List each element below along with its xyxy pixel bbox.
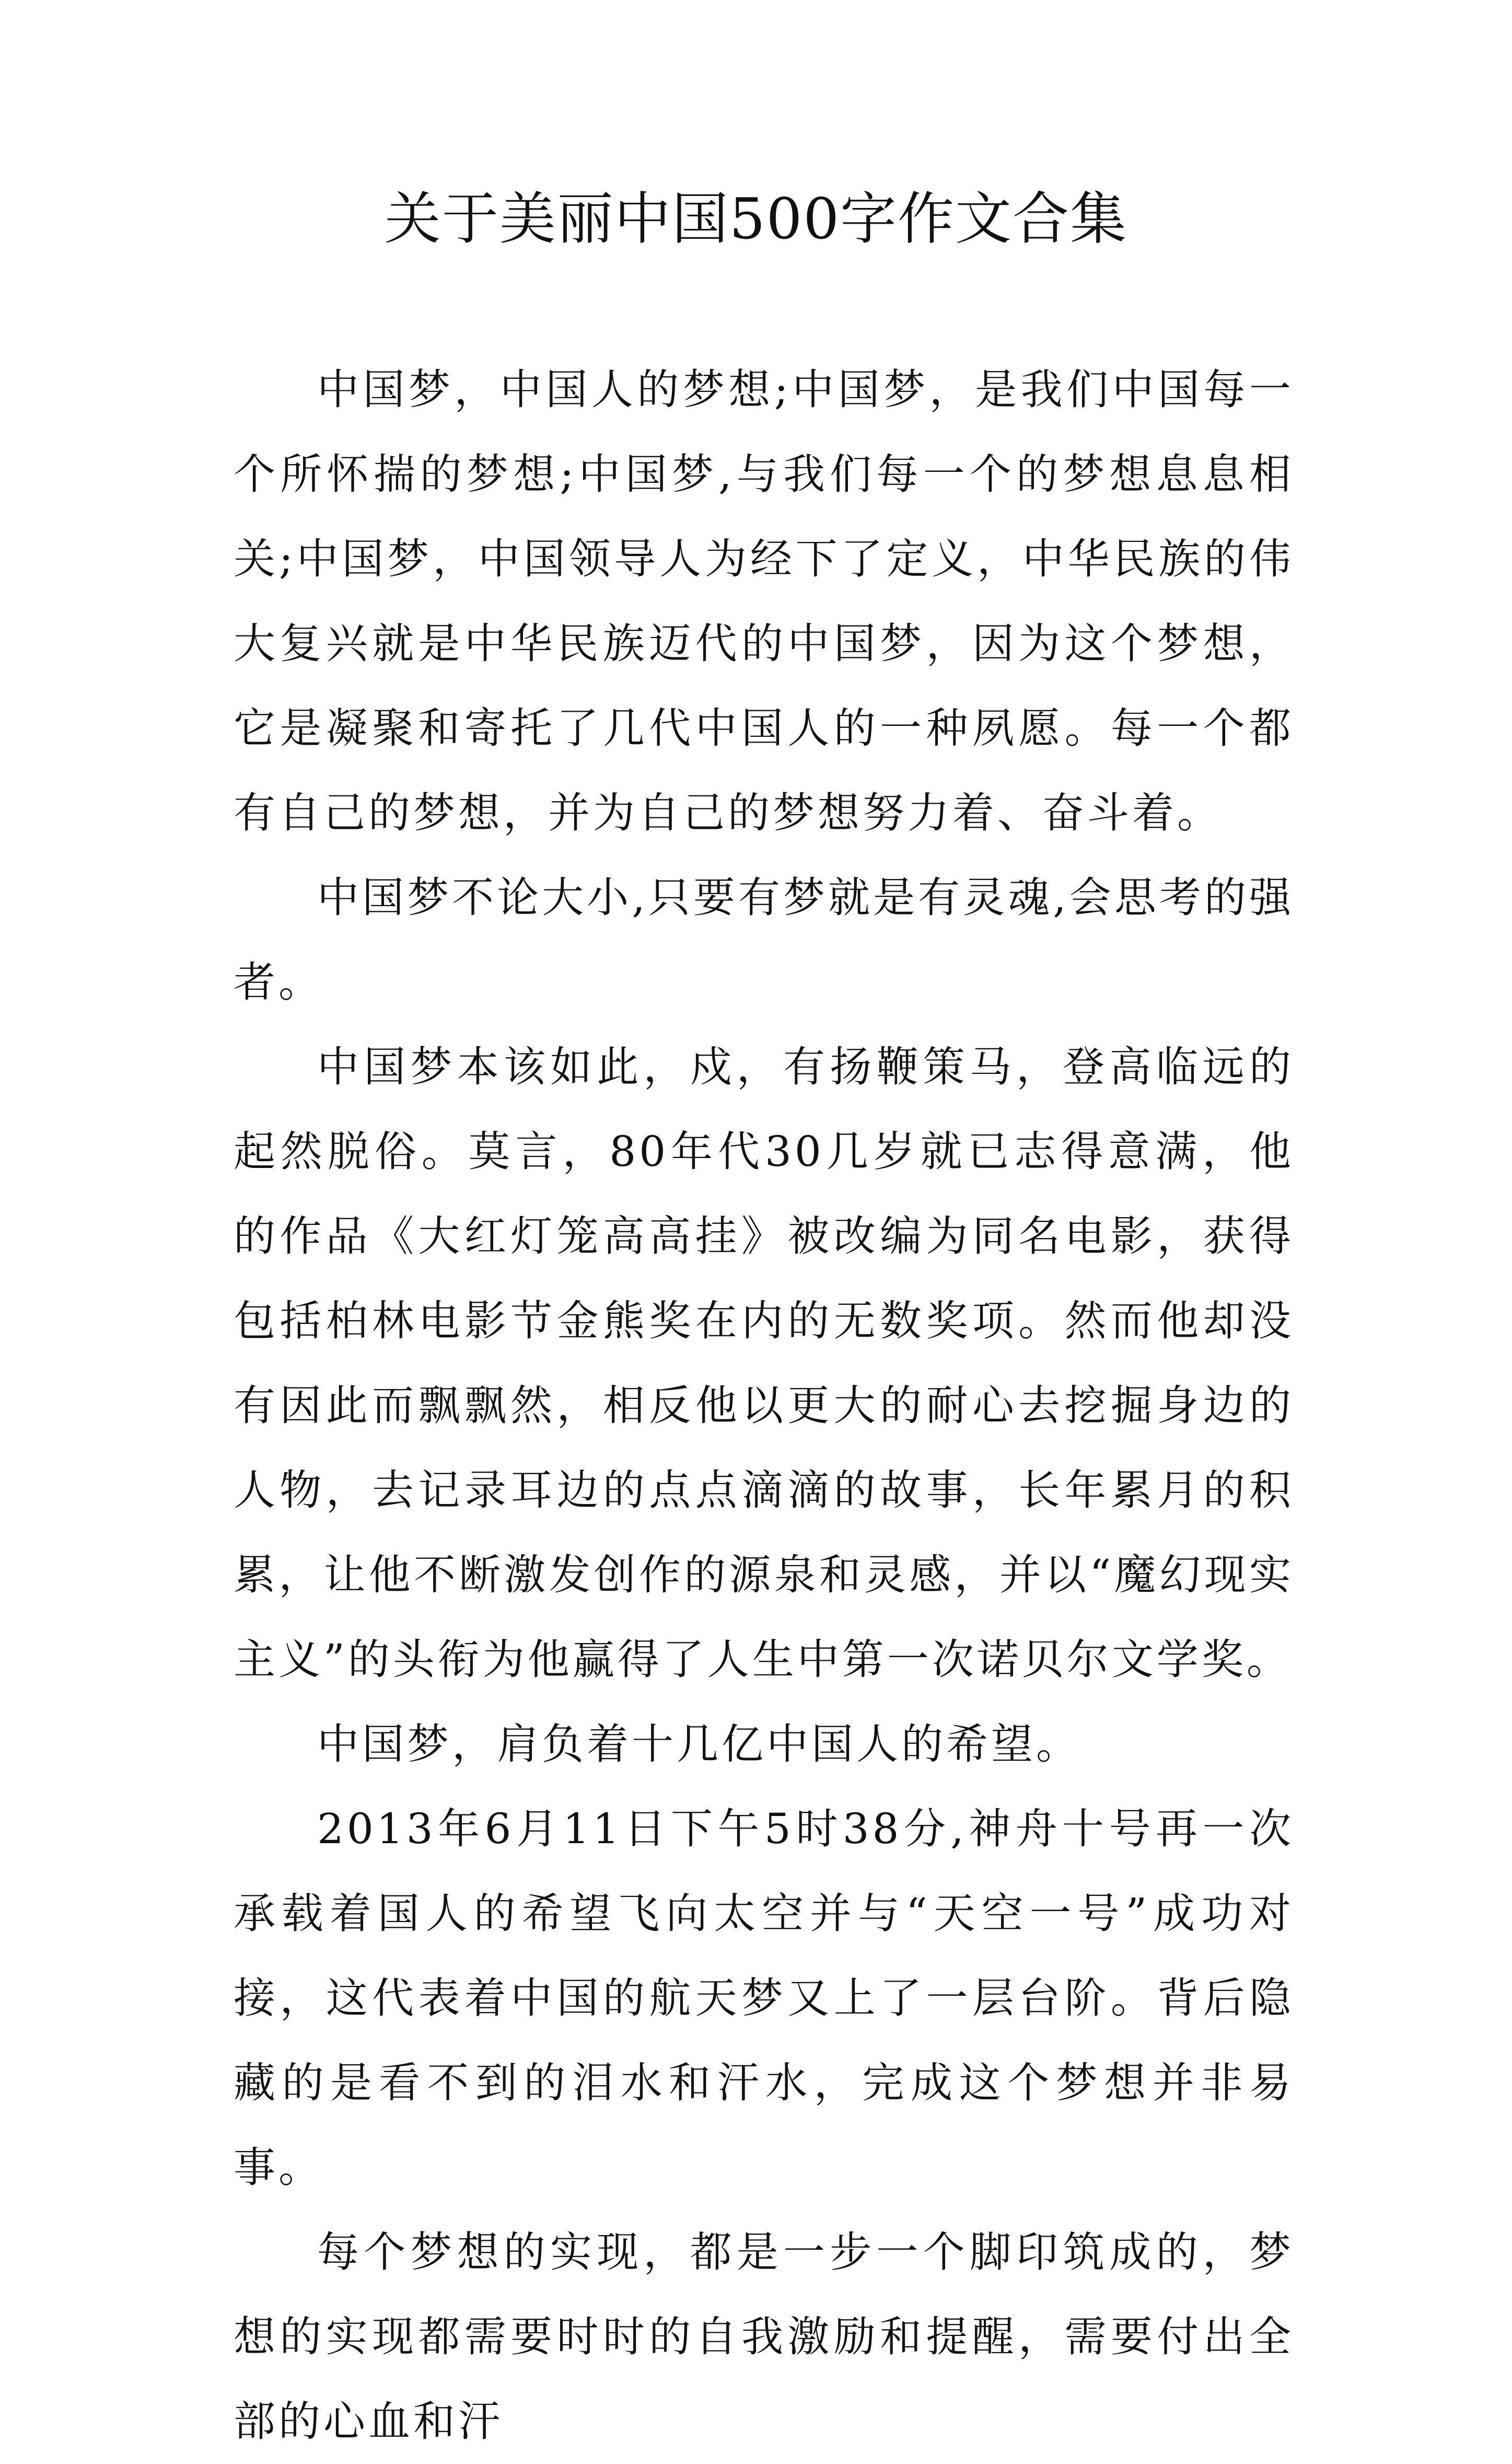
paragraph: 2013年6月11日下午5时38分,神舟十号再一次承载着国人的希望飞向太空并与“天空一号”成功对接，这代表着中国的航天梦又上了一层台阶。背后隐藏的是看不到的泪水和汗水，完成这个梦想并非易事。	[234, 1804, 1294, 2192]
document-title: 关于美丽中国500字作文合集	[384, 187, 1128, 252]
paragraph: 中国梦，肩负着十几亿中国人的希望。	[317, 1720, 1081, 1768]
paragraph: 中国梦，中国人的梦想;中国梦，是我们中国每一个所怀揣的梦想;中国梦,与我们每一个的梦想息息相关;中国梦，中国领导人为经下了定义，中华民族的伟大复兴就是中华民族迈代的中国梦，因为这个梦想，它是凝聚和寄托了几代中国人的一种夙愿。每一个都有自己的梦想，并为自己的梦想努力着、奋斗着。	[234, 365, 1294, 837]
paragraph: 中国梦本该如此，戍，有扬鞭策马，登高临远的起然脱俗。莫言，80年代30几岁就已志得意满，他的作品《大红灯笼高高挂》被改编为同名电影，获得包括柏林电影节金熊奖在内的无数奖项。然而他却没有因此而飘飘然，相反他以更大的耐心去挖掘身边的人物，去记录耳边的点点滴滴的故事，长年累月的积累，让他不断激发创作的源泉和灵感，并以“魔幻现实主义”的头衔为他赢得了人生中第一次诺贝尔文学奖。	[234, 1043, 1294, 1684]
paragraph: 每个梦想的实现，都是一步一个脚印筑成的，梦想的实现都需要时时的自我激励和提醒，需要付出全部的心血和汗	[234, 2228, 1294, 2446]
document-body	[234, 348, 1294, 2464]
paragraph: 中国梦不论大小,只要有梦就是有灵魂,会思考的强者。	[234, 873, 1294, 1007]
